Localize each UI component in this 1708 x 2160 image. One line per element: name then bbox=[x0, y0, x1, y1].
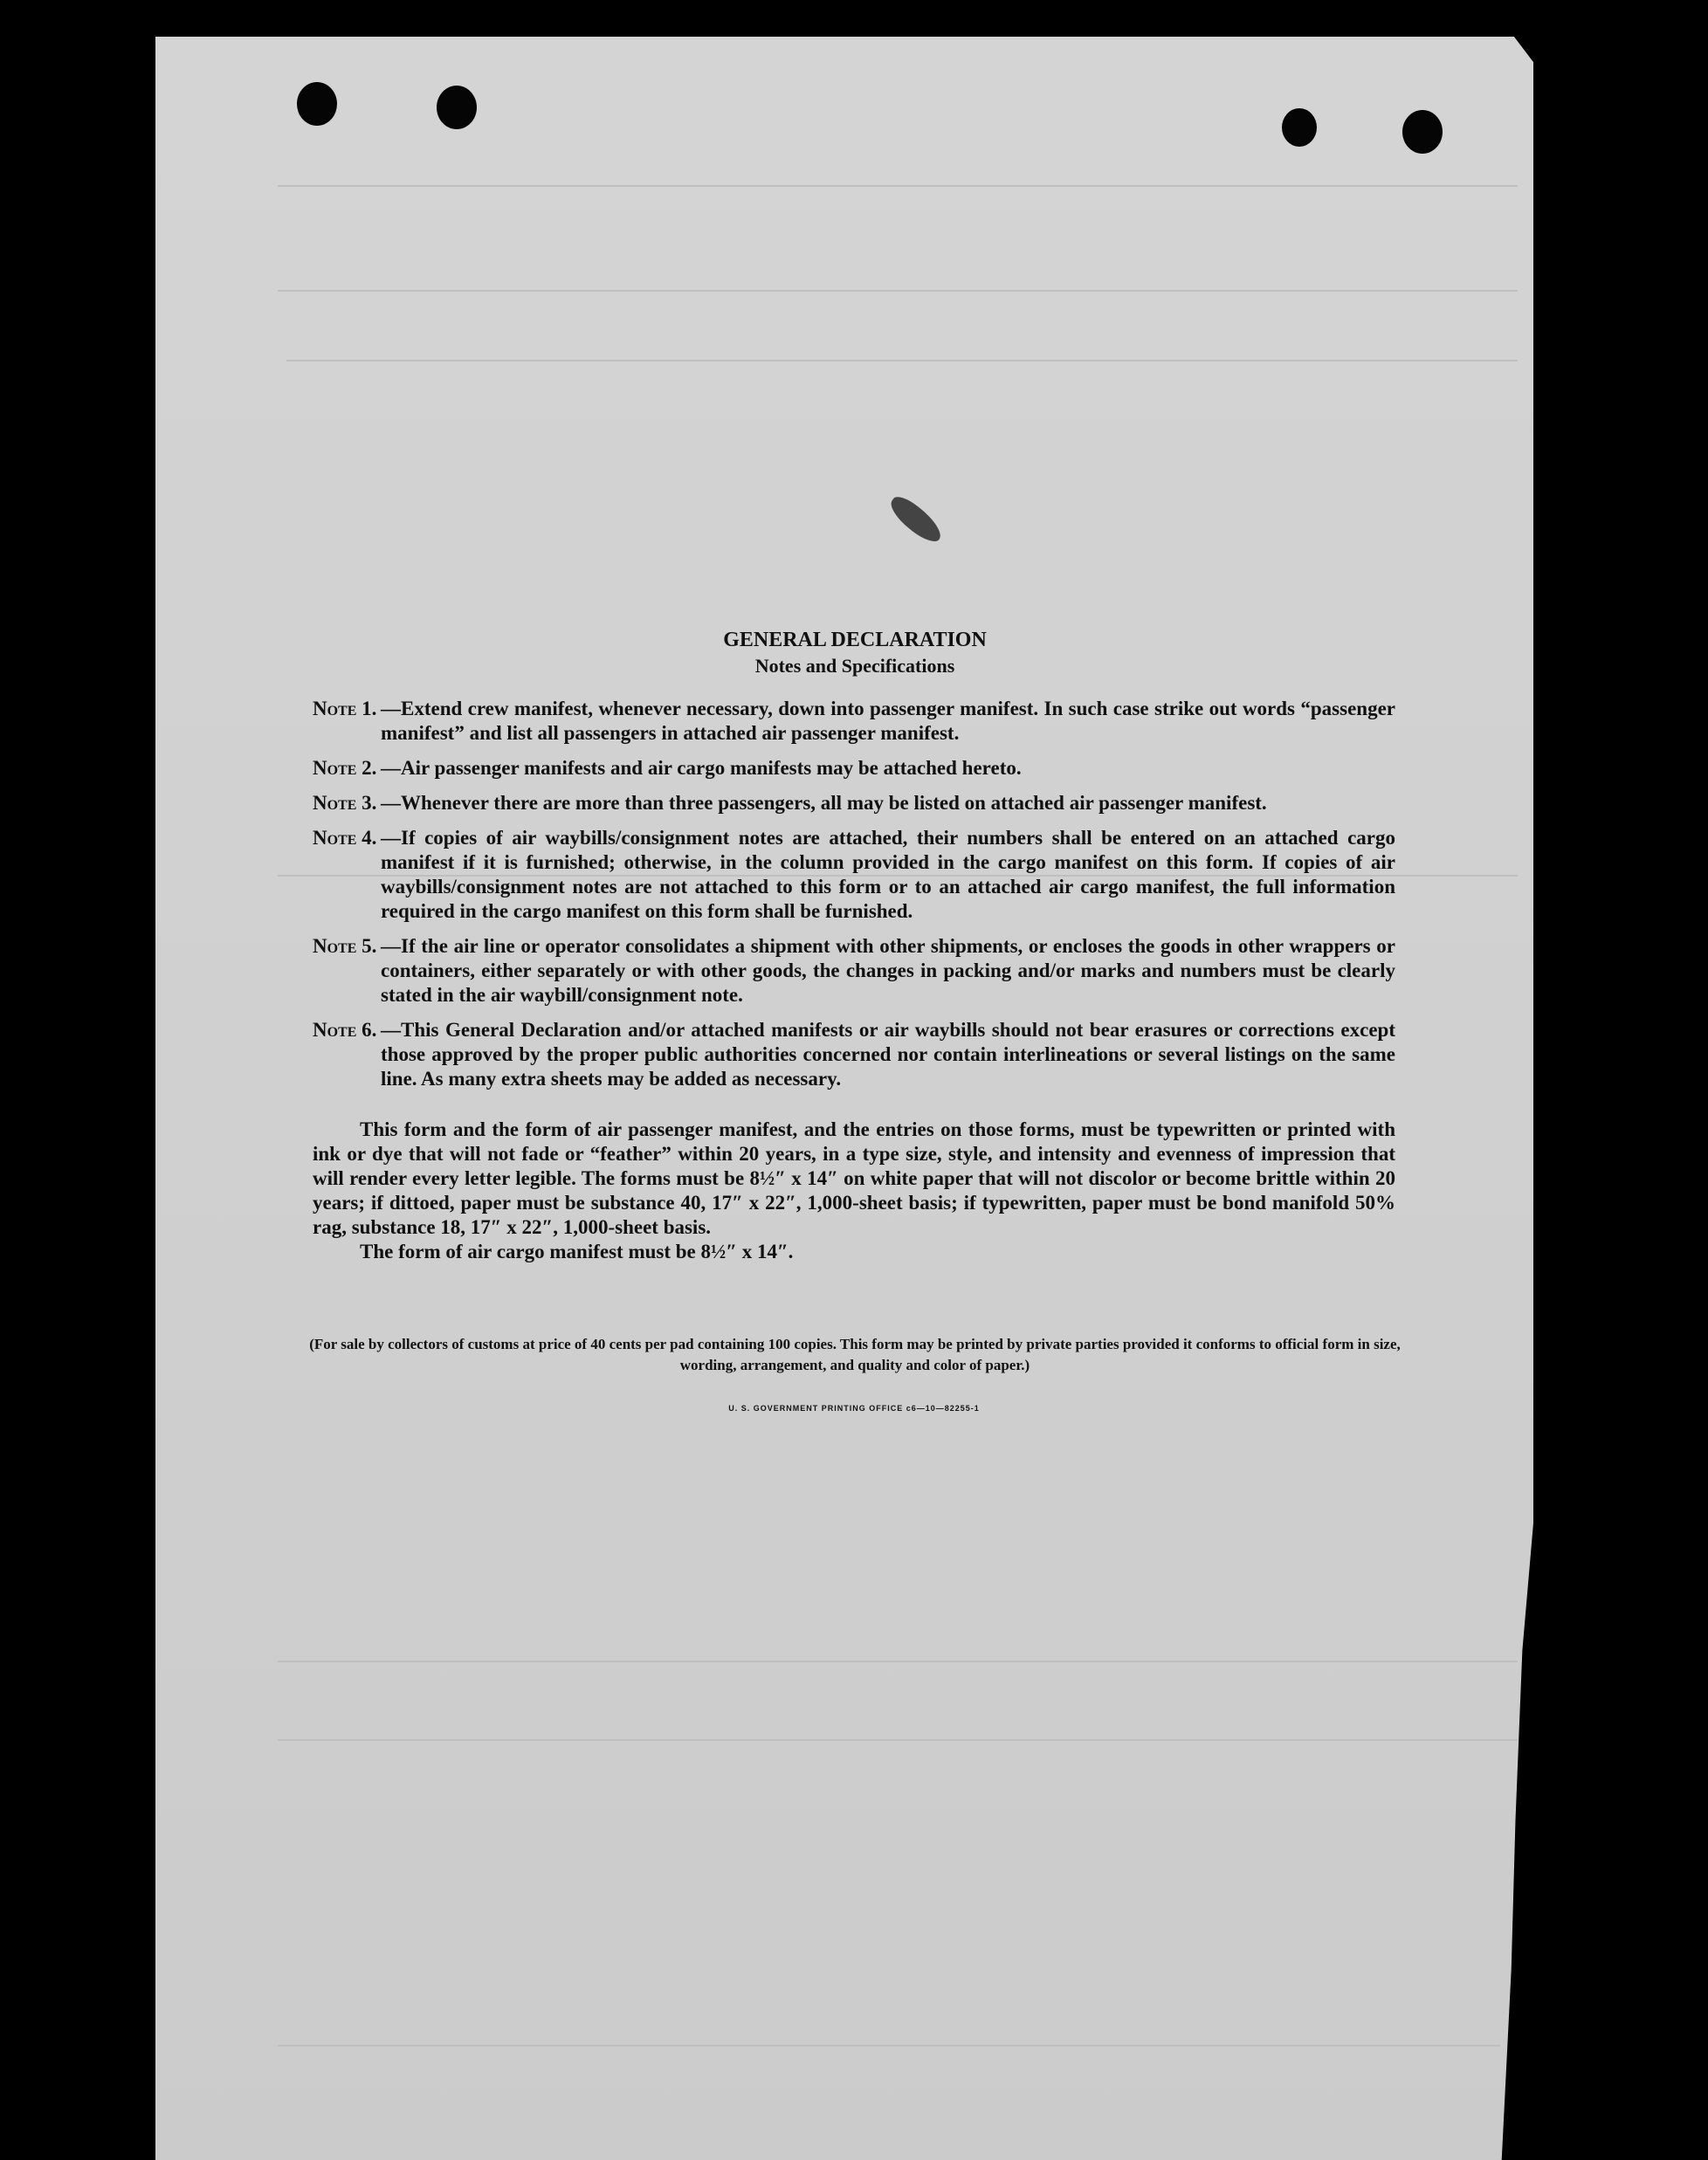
note-text: —Extend crew manifest, whenever necessary, down into passenger manifest. In such case strike out words “passenger manifest” and list all passengers in attached air passenger manifest. bbox=[381, 698, 1395, 744]
note-text: —Whenever there are more than three passengers, all may be listed on attached air passenger manifest. bbox=[381, 792, 1267, 814]
note-4 bbox=[313, 826, 1395, 924]
note-text: —Air passenger manifests and air cargo manifests may be attached hereto. bbox=[381, 757, 1022, 779]
document-title: GENERAL DECLARATION bbox=[723, 629, 987, 651]
bleed-through-rule bbox=[286, 360, 1518, 361]
note-label: Note 6. bbox=[313, 1019, 377, 1041]
note-label: Note 2. bbox=[313, 757, 377, 779]
note-5 bbox=[313, 934, 1395, 1008]
printer-line: U. S. GOVERNMENT PRINTING OFFICE c6—10—82255-1 bbox=[728, 1404, 980, 1413]
document-content bbox=[155, 627, 1401, 1413]
note-1 bbox=[313, 697, 1395, 746]
bleed-through-rule bbox=[278, 1739, 1518, 1741]
note-label: Note 5. bbox=[313, 935, 377, 957]
bleed-through-rule bbox=[278, 290, 1518, 292]
note-2 bbox=[313, 756, 1395, 781]
note-text: —If the air line or operator consolidates a shipment with other shipments, or encloses the goods in other wrappers or containers, either separately or with other goods, the changes in packing and/or marks and numbers must be clearly stated in the air waybill/consignment note. bbox=[381, 935, 1395, 1006]
paper-specification-paragraph: This form and the form of air passenger manifest, and the entries on those forms, must be typewritten or printed with ink or dye that will not fade or “feather” within 20 years, in a type size, style, and intensity and evenness of impression that will render every letter legible. The forms must be 8½″ x 14″ on white paper that will not discolor or become brittle within 20 years; if dittoed, paper must be substance 40, 17″ x 22″, 1,000-sheet basis; if typewritten, paper must be bond manifold 50% rag, substance 18, 17″ x 22″, 1,000-sheet basis. bbox=[313, 1118, 1395, 1238]
document-subtitle: Notes and Specifications bbox=[754, 655, 955, 677]
note-3 bbox=[313, 791, 1395, 815]
punch-hole-left bbox=[297, 82, 337, 126]
notes-list bbox=[313, 697, 1395, 1091]
bleed-through-heading bbox=[391, 80, 402, 121]
note-text: —If copies of air waybills/consignment notes are attached, their numbers shall be entered on an attached cargo manifest if it is furnished; otherwise, in the column provided in the cargo manifest on this form. If copies of air waybills/consignment notes are not attached to this form or to an attached air cargo manifest, the full information required in the cargo manifest on this form shall be furnished. bbox=[381, 827, 1395, 922]
punch-hole-center bbox=[437, 86, 477, 129]
note-label: Note 4. bbox=[313, 827, 377, 849]
note-label: Note 1. bbox=[313, 698, 377, 719]
note-label: Note 3. bbox=[313, 792, 377, 814]
bleed-through-rule bbox=[278, 185, 1518, 187]
punch-hole-right bbox=[1282, 108, 1317, 147]
punch-hole-far-right bbox=[1402, 110, 1443, 154]
cargo-manifest-size-paragraph: The form of air cargo manifest must be 8½″ x 14″. bbox=[360, 1241, 794, 1262]
note-text: —This General Declaration and/or attached manifests or air waybills should not bear erasures or corrections except those approved by the proper public authorities concerned nor contain interlineations or several listings on the same line. As many extra sheets may be added as necessary. bbox=[381, 1019, 1395, 1090]
note-6 bbox=[313, 1018, 1395, 1091]
sale-notice: (For sale by collectors of customs at price of 40 cents per pad containing 100 copies. This form may be printed by private parties provided it conforms to official form in size, wording, arrangement, and quality and color of paper.) bbox=[309, 1336, 1401, 1373]
ink-stamp-mark bbox=[885, 492, 947, 547]
bleed-through-rule bbox=[278, 1661, 1518, 1662]
bleed-through-rule bbox=[278, 2045, 1500, 2046]
